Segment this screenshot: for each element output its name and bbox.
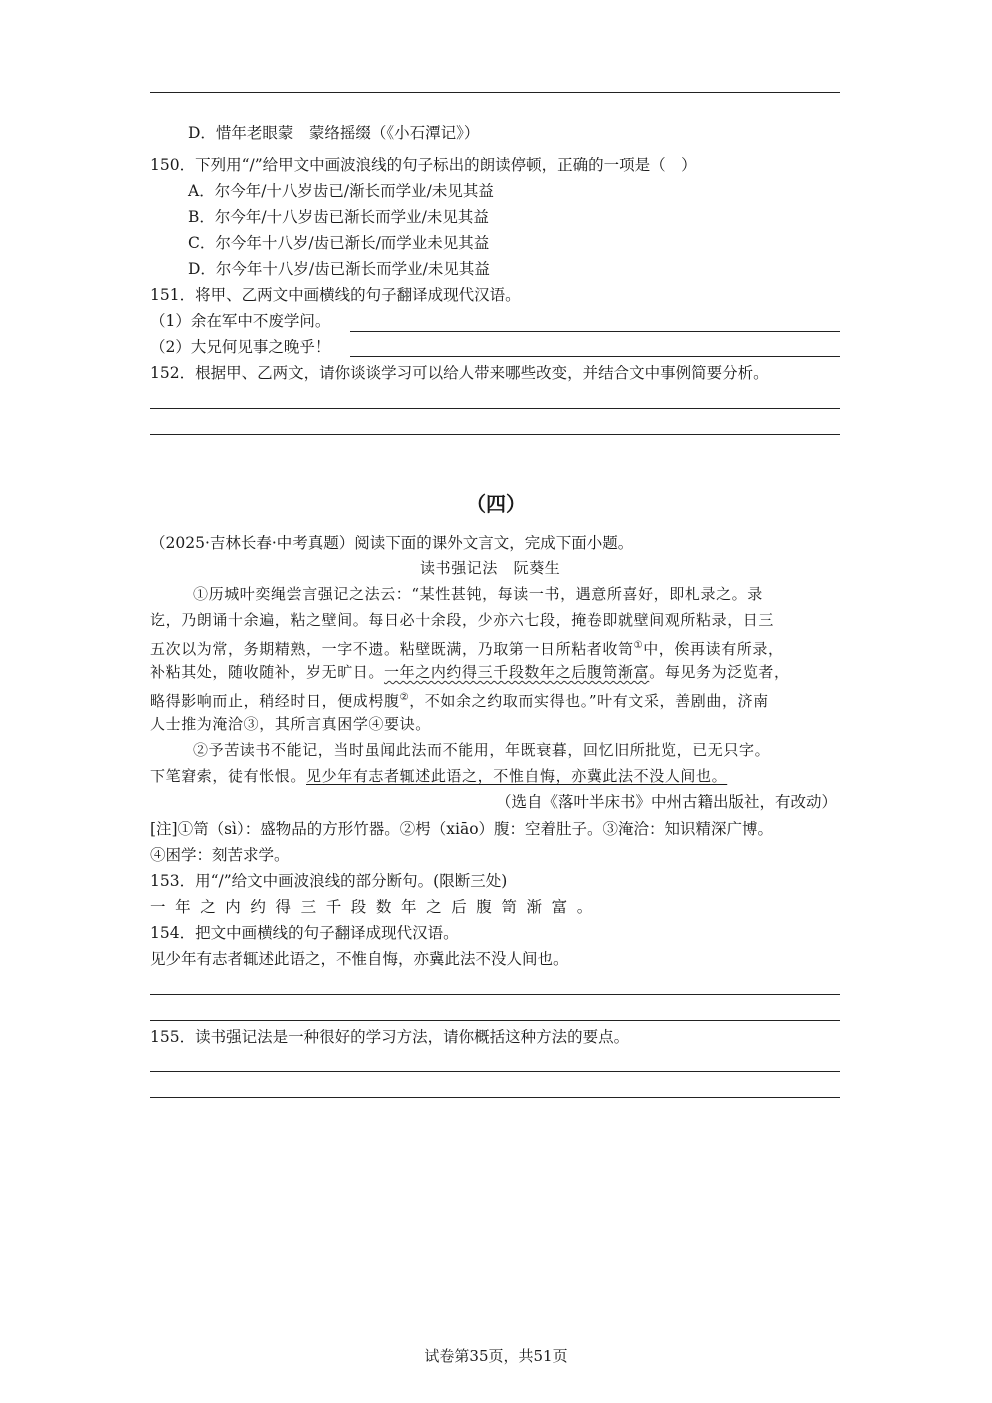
passage-p2-line2: [150, 765, 727, 787]
note-marker-3: ③: [243, 715, 260, 733]
passage-p1-line4-rest: 。每见务为泛览者，: [649, 663, 790, 681]
q154-stem: 154．把文中画横线的句子翻译成现代汉语。: [150, 924, 459, 942]
note-marker-4: ④: [368, 715, 385, 733]
q150-option-d: D．尔今年十八岁/齿已渐长而学业/未见其益: [188, 260, 490, 278]
passage-p2-line2-text: 下笔窘索，徒有怅恨。: [150, 767, 307, 785]
q151-answer-line-2[interactable]: [350, 356, 840, 357]
passage-p2-line1: ②予苦读书不能记，当时虽闻此法而不能用，年既衰暮，回忆旧所批览，已无只字。: [193, 741, 771, 759]
q152-stem: 152．根据甲、乙两文，请你谈谈学习可以给人带来哪些改变，并结合文中事例简要分析。: [150, 364, 769, 382]
q150-option-b: B．尔今年/十八岁齿已渐长而学业/未见其益: [188, 208, 489, 226]
passage-p1-line4: [150, 661, 790, 683]
note-marker-1: ①: [633, 640, 644, 651]
q150-stem: 150．下列用“/”给甲文中画波浪线的句子标出的朗读停顿，正确的一项是（ ）: [150, 156, 697, 174]
q152-answer-line-1[interactable]: [150, 408, 840, 409]
section-source: （2025·吉林长春·中考真题）阅读下面的课外文言文，完成下面小题。: [150, 534, 634, 552]
section-heading: （四）: [466, 492, 526, 516]
q150-option-c: C．尔今年十八岁/齿已渐长/而学业未见其益: [188, 234, 490, 252]
passage-p1-line6-mid: ，其所言真困学: [259, 715, 369, 733]
q153-stem: 153．用“/”给文中画波浪线的部分断句。(限断三处): [150, 872, 508, 890]
passage-p1-line3-text: 五次以为常，务期精熟，一字不遗。粘壁既满，乃取第一日所粘者收笥: [150, 640, 634, 658]
notes-line-1: [注]①笥（sì）：盛物品的方形竹器。②枵（xiāo）腹：空着肚子。③淹洽：知识精深广博。: [150, 820, 774, 838]
top-rule: [150, 92, 840, 93]
q151-stem: 151．将甲、乙两文中画横线的句子翻译成现代汉语。: [150, 286, 521, 304]
q151-item-1: （1）余在军中不废学问。: [150, 312, 331, 330]
q155-answer-line-2[interactable]: [150, 1097, 840, 1098]
passage-citation: （选自《落叶半床书》中州古籍出版社，有改动）: [495, 793, 837, 811]
notes-line-2: ④困学：刻苦求学。: [150, 846, 290, 864]
page-footer: 试卷第35页，共51页: [424, 1347, 568, 1365]
q150-option-a: A．尔今年/十八岁齿已/渐长而学业/未见其益: [188, 182, 494, 200]
passage-p1-line1: ①历城叶奕绳尝言强记之法云：“某性甚钝，每读一书，遇意所喜好，即札录之。录: [193, 585, 763, 603]
q149-option-d: D．惜年老眼蒙 蒙络摇缀（《小石潭记》）: [188, 124, 480, 142]
passage-p1-line5: [150, 687, 769, 712]
passage-p1-line5-text: 略得影响而止，稍经时日，便成枵腹: [150, 692, 400, 710]
passage-p1-line6-text: 人士推为淹洽: [150, 715, 244, 733]
q153-sentence[interactable]: 一年之内约得三千段数年之后腹笥渐富。: [150, 898, 602, 916]
passage-p1-line5-rest: ，不如余之约取而实得也。”叶有文采，善剧曲，济南: [409, 692, 769, 710]
passage-p1-line6: [150, 713, 431, 735]
q155-stem: 155．读书强记法是一种很好的学习方法，请你概括这种方法的要点。: [150, 1028, 630, 1046]
q154-answer-line-1[interactable]: [150, 994, 840, 995]
wavy-underlined-sentence: 一年之内约得三千段数年之后腹笥渐富: [384, 663, 650, 681]
q151-item-2: （2）大兄何见事之晚乎！: [150, 338, 331, 356]
q152-answer-line-2[interactable]: [150, 434, 840, 435]
q155-answer-line-1[interactable]: [150, 1071, 840, 1072]
note-marker-2: ②: [399, 692, 410, 703]
passage-p1-line2: 讫，乃朗诵十余遍，粘之壁间。每日必十余段，少亦六七段，掩卷即就壁间观所粘录，日三: [150, 611, 775, 629]
passage-p1-line6-rest: 要诀。: [384, 715, 431, 733]
underlined-sentence: 见少年有志者辄述此语之，不惟自悔，亦冀此法不没人间也。: [306, 767, 728, 785]
passage-p1-line3: [150, 635, 784, 660]
passage-p1-line3-rest: 中，俟再读有所录，: [643, 640, 784, 658]
q151-answer-line-1[interactable]: [350, 331, 840, 332]
passage-p1-line4-text: 补粘其处，随收随补，岁无旷日。: [150, 663, 385, 681]
q154-sentence: 见少年有志者辄述此语之，不惟自悔，亦冀此法不没人间也。: [150, 950, 569, 968]
q154-answer-line-2[interactable]: [150, 1020, 840, 1021]
passage-title: 读书强记法 阮葵生: [420, 559, 561, 577]
